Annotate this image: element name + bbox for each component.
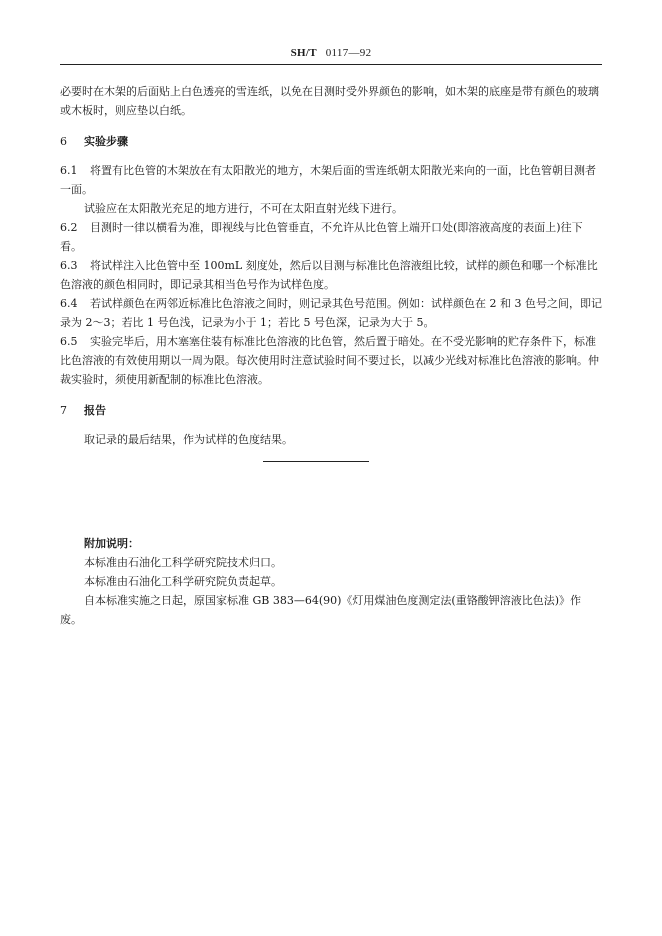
clause-text: 实验完毕后，用木塞塞住装有标准比色溶液的比色管，然后置于暗处。在不受光影响的贮存条件下，标准比色溶液的有效使用期以一周为限。每次使用时注意试验时间不要过长，以减少光线对标准比色溶液的影响。仲裁实验时，须使用新配制的标准比色溶液。 bbox=[60, 335, 599, 386]
end-divider bbox=[263, 461, 369, 462]
clause-6-1-note: 试验应在太阳散光充足的地方进行，不可在太阳直射光线下进行。 bbox=[84, 202, 403, 215]
section-6-heading bbox=[60, 132, 602, 151]
clause-number: 6.5 bbox=[60, 335, 78, 348]
note-line: 自本标准实施之日起，原国家标准 GB 383—64(90)《灯用煤油色度测定法(重铬酸钾溶液比色法)》作废。 bbox=[60, 594, 582, 626]
clause-number: 6.1 bbox=[60, 164, 78, 177]
clause-6-2 bbox=[60, 218, 602, 256]
page-header bbox=[0, 47, 662, 59]
header-rule bbox=[60, 64, 602, 65]
clause-number: 6.4 bbox=[60, 297, 78, 310]
main-content bbox=[60, 82, 602, 449]
clause-6-1 bbox=[60, 161, 602, 199]
clause-6-5 bbox=[60, 332, 602, 389]
clause-text: 将试样注入比色管中至 100mL 刻度处，然后以目测与标准比色溶液组比较，试样的颜色和哪一个标准比色溶液的颜色相同时，即记录其相当色号作为试样色度。 bbox=[60, 259, 598, 291]
clause-text: 将置有比色管的木架放在有太阳散光的地方，木架后面的雪连纸朝太阳散光来向的一面，比色管朝目测者一面。 bbox=[60, 164, 596, 196]
section-7-title: 报告 bbox=[84, 404, 106, 417]
clause-6-3 bbox=[60, 256, 602, 294]
note-line: 本标准由石油化工科学研究院负责起草。 bbox=[84, 575, 282, 588]
note-line: 本标准由石油化工科学研究院技术归口。 bbox=[84, 556, 282, 569]
report-paragraph: 取记录的最后结果，作为试样的色度结果。 bbox=[84, 433, 293, 446]
clause-number: 6.2 bbox=[60, 221, 78, 234]
section-6-number: 6 bbox=[60, 135, 67, 148]
intro-paragraph: 必要时在木架的后面贴上白色透亮的雪连纸，以免在目测时受外界颜色的影响，如木架的底座是带有颜色的玻璃或木板时，则应垫以白纸。 bbox=[60, 85, 599, 117]
standard-prefix: SH/T bbox=[290, 47, 317, 59]
notes-title: 附加说明： bbox=[84, 537, 139, 550]
clause-text: 若试样颜色在两邻近标准比色溶液之间时，则记录其色号范围。例如：试样颜色在 2 和 3 色号之间，即记录为 2～3；若比 1 号色浅，记录为小于 1；若比 5 号色深，记录为大于 5。 bbox=[60, 297, 602, 329]
clause-text: 目测时一律以横看为准，即视线与比色管垂直，不允许从比色管上端开口处(即溶液高度的表面上)往下看。 bbox=[60, 221, 583, 253]
section-6-title: 实验步骤 bbox=[84, 135, 128, 148]
additional-notes bbox=[60, 534, 602, 629]
section-7-heading bbox=[60, 401, 602, 420]
section-7-number: 7 bbox=[60, 404, 67, 417]
standard-number: 0117—92 bbox=[325, 47, 372, 59]
clause-6-4 bbox=[60, 294, 602, 332]
clause-number: 6.3 bbox=[60, 259, 78, 272]
